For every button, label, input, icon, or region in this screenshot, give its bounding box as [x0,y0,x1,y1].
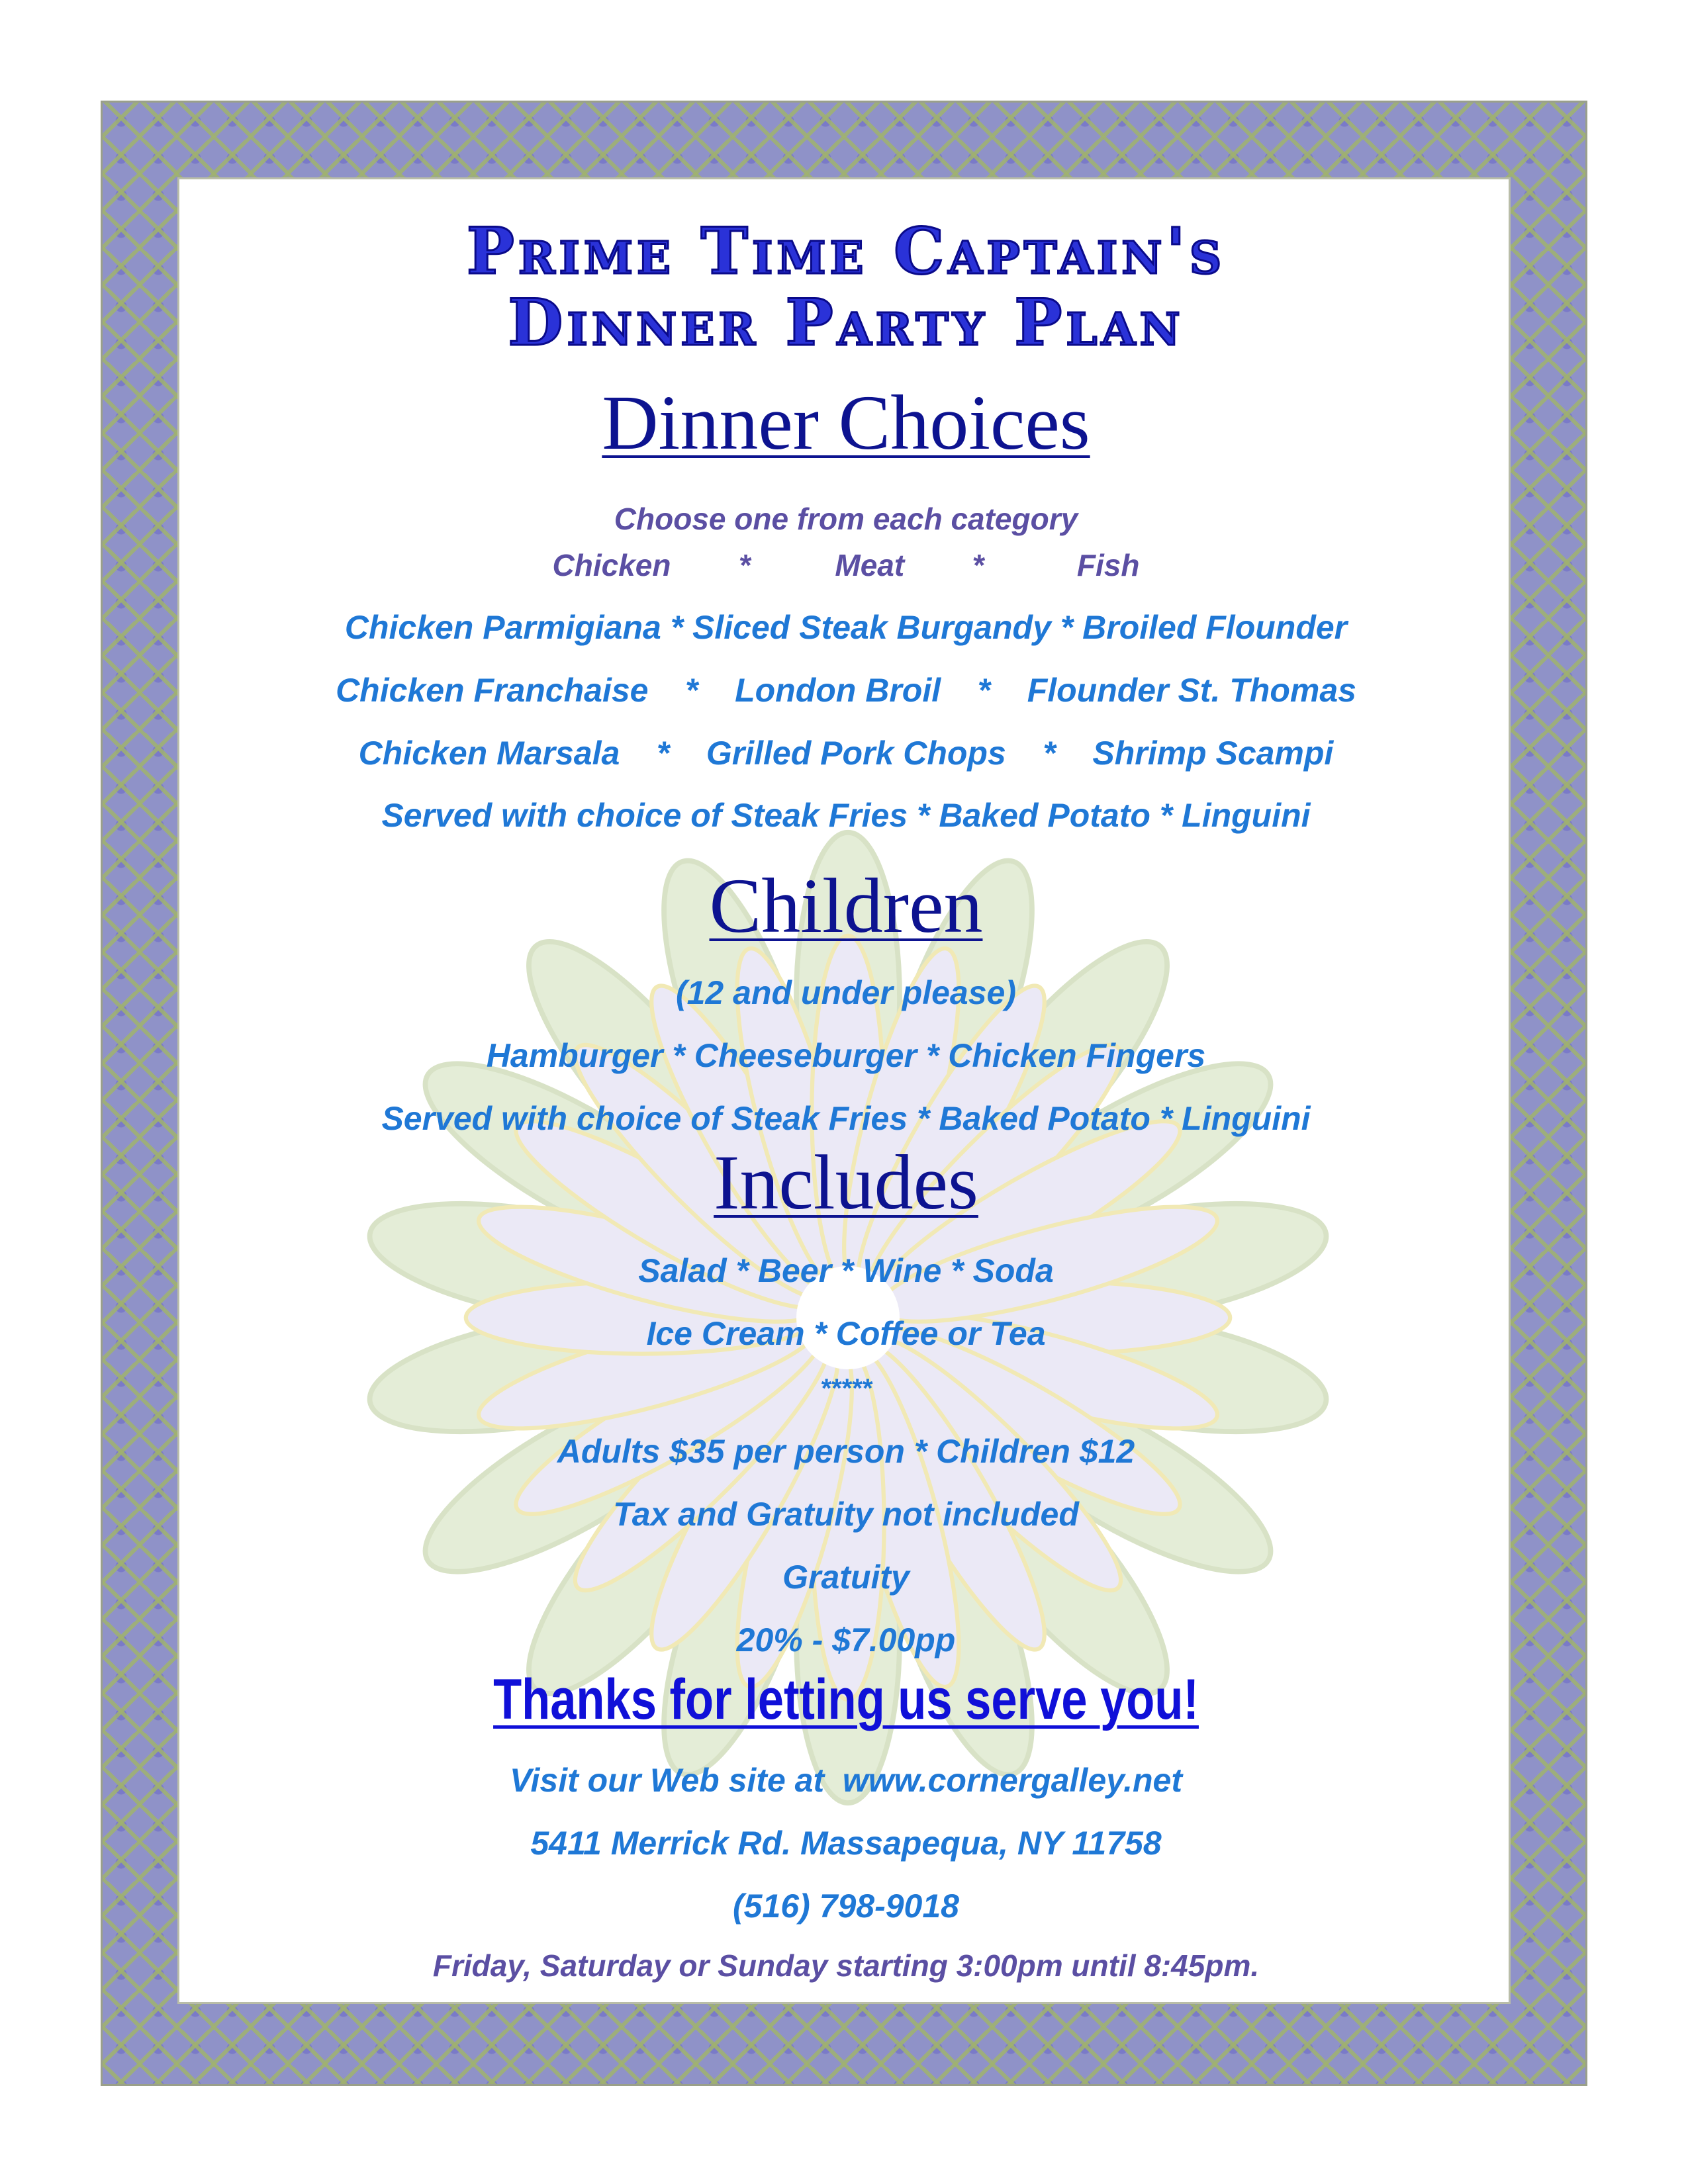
dinner-row-1: Chicken Parmigiana * Sliced Steak Burgandy * Broiled Flounder [344,609,1348,646]
includes-heading: Includes [714,1139,978,1226]
gratuity-value: 20% - $7.00pp [736,1621,956,1659]
address-line: 5411 Merrick Rd. Massapequa, NY 11758 [530,1825,1162,1862]
tax-note: Tax and Gratuity not included [613,1496,1079,1533]
dinner-choices-heading: Dinner Choices [602,379,1090,466]
children-sides: Served with choice of Steak Fries * Baked Potato * Linguini [381,1100,1311,1137]
menu-panel [177,177,1511,2004]
dinner-row-3: Chicken Marsala * Grilled Pork Chops * Shrimp Scampi [358,735,1334,772]
phone-line: (516) 798-9018 [733,1888,959,1925]
children-heading: Children [709,862,983,949]
title-line-1: Prime Time Captain's [466,214,1226,289]
pricing-line: Adults $35 per person * Children $12 [557,1433,1135,1470]
includes-separator: ***** [820,1374,872,1403]
includes-line-2: Ice Cream * Coffee or Tea [646,1315,1046,1352]
children-note: (12 and under please) [675,974,1017,1011]
hours-line: Friday, Saturday or Sunday starting 3:00pm until 8:45pm. [432,1948,1260,1983]
dinner-row-2: Chicken Franchaise * London Broil * Flounder St. Thomas [336,672,1356,709]
children-items: Hamburger * Cheeseburger * Chicken Fingers [486,1037,1206,1074]
title-line-2: Dinner Party Plan [508,285,1184,360]
includes-line-1: Salad * Beer * Wine * Soda [638,1252,1054,1289]
dinner-categories: Chicken * Meat * Fish [552,548,1140,582]
thanks-banner: Thanks for letting us serve you! [493,1668,1199,1731]
website-line: Visit our Web site at www.cornergalley.net [510,1762,1182,1799]
dinner-instruction: Choose one from each category [614,502,1078,536]
gratuity-label: Gratuity [782,1559,910,1596]
dinner-sides: Served with choice of Steak Fries * Baked Potato * Linguini [381,797,1311,834]
